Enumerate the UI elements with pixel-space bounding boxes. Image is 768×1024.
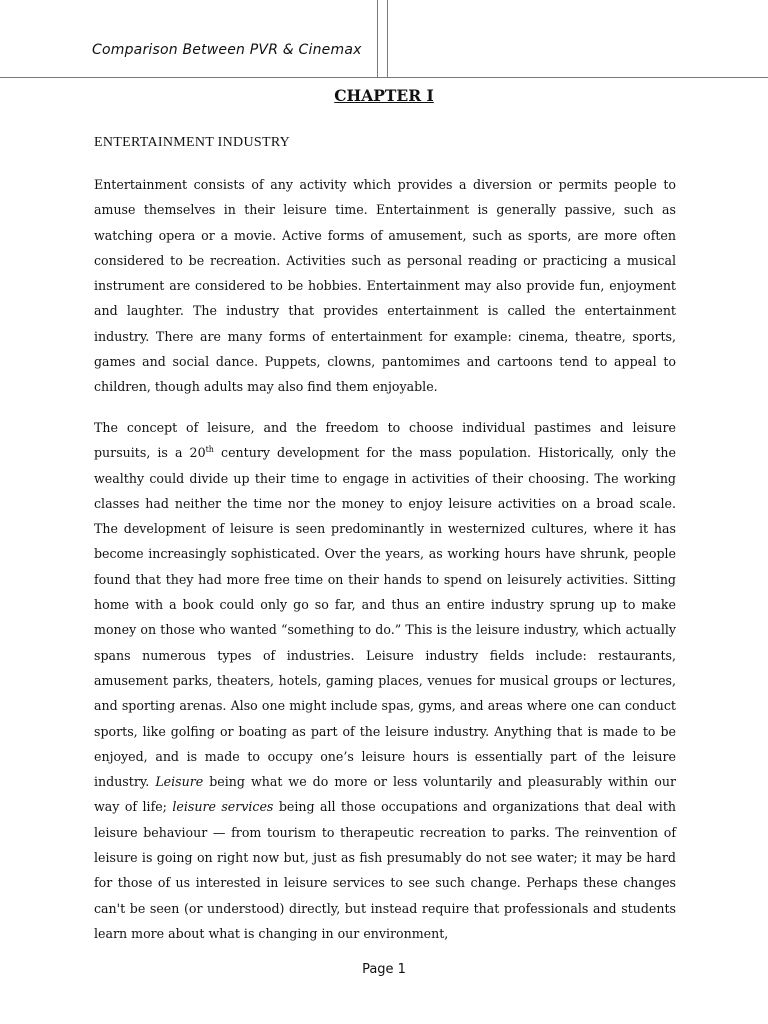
header-accent-block [377, 0, 388, 77]
section-heading: ENTERTAINMENT INDUSTRY [94, 135, 291, 150]
page-number-footer: Page 1 [362, 962, 406, 977]
paragraph-leisure [94, 415, 676, 946]
header-rule [0, 77, 768, 78]
running-header-title: Comparison Between PVR & Cinemax [92, 42, 362, 58]
ordinal-superscript: th [205, 445, 214, 455]
paragraph-leisure-part-a: The concept of leisure, and the freedom to choose individual pastimes and leisure pursuits, is a 20 [94, 420, 676, 461]
paragraph-entertainment: Entertainment consists of any activity which provides a diversion or permits people to amuse themselves in their leisure time. Entertainment is generally passive, such as watching opera or a movie. Active forms of amusement, such as sports, are more often considered to be recreation. Activities such as personal reading or practicing a musical instrument are considered to be hobbies. Entertainment may also provide fun, enjoyment and laughter. The industry that provides entertainment is called the entertainment industry. There are many forms of entertainment for example: cinema, theatre, sports, games and social dance. Puppets, clowns, pantomimes and cartoons tend to appeal to children, though adults may also find them enjoyable. [94, 177, 676, 395]
paragraph-leisure-part-b: century development for the mass population. Historically, only the wealthy could divide up their time to engage in activities of their choosing. The working classes had neither the time nor the money to enjoy leisure activities on a broad scale. The development of leisure is seen predominantly in westernized cultures, where it has become increasingly sophisticated. Over the years, as working hours have shrunk, people found that they had more free time on their hands to spend on leisurely activities. Sitting home with a book could only go so far, and thus an entire industry sprung up to make money on those who wanted “something to do.” This is the leisure industry, which actually spans numerous types of industries. Leisure industry fields include: restaurants, amusement parks, theaters, hotels, gaming places, venues for musical groups or lectures, and sporting arenas. Also one might include spas, gyms, and areas where one can conduct sports, like golfing or boating as part of the leisure industry. Anything that is made to be enjoyed, and is made to occupy one’s leisure hours is essentially part of the leisure industry. [94, 445, 676, 790]
paragraph-leisure-part-d: being all those occupations and organizations that deal with leisure behaviour — from tourism to therapeutic recreation to parks. The reinvention of leisure is going on right now but, just as fish presumably do not see water; it may be hard for those of us interested in leisure services to see such change. Perhaps these changes can't be seen (or understood) directly, but instead require that professionals and students learn more about what is changing in our environment, [94, 799, 676, 941]
paragraph-leisure-part-c: being what we do more or less voluntarily and pleasurably within our way of life; [94, 774, 676, 815]
italic-term-leisure: Leisure [155, 774, 204, 790]
italic-term-leisure-services: leisure services [172, 799, 274, 815]
chapter-title: CHAPTER I [334, 86, 434, 105]
